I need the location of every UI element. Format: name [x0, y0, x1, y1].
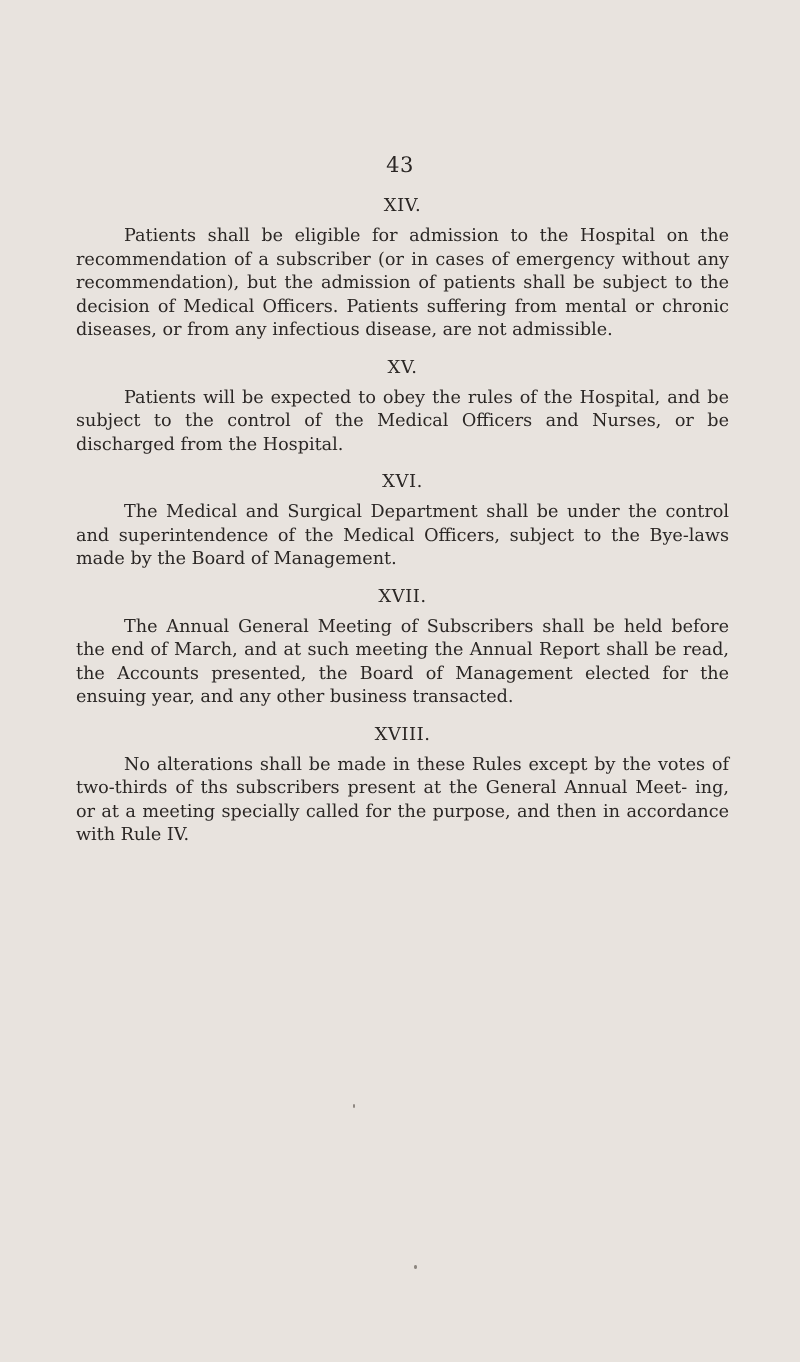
rule-heading: XIV.	[383, 195, 422, 216]
paper-speck	[414, 1265, 417, 1269]
rule-heading: XVII.	[378, 585, 427, 607]
rule-section-xvii	[76, 584, 729, 710]
paper-speck	[353, 1104, 355, 1108]
rule-section-xvi	[76, 469, 729, 572]
rule-heading: XV.	[387, 356, 418, 378]
rule-paragraph: Patients shall be eligible for admission to the Hospital on the recommendation of a subscriber (or in cases of emergency without any recommendation), but the admission of patients shall be subject to the decision of Medical Officers. Patients suffering from mental or chronic diseases, or from any infectious disease, are not admissible.	[76, 226, 729, 340]
rule-heading: XVI.	[382, 471, 423, 492]
rule-section-xiv	[76, 193, 729, 343]
rule-paragraph: No alterations shall be made in these Rules except by the votes of two-thirds of ths subscribers present at the General Annual Meet- ing, or at a meeting specially called for the purpose, and then in accordance with Rule IV.	[76, 754, 729, 845]
rule-section-xviii	[76, 722, 729, 848]
rule-paragraph: The Annual General Meeting of Subscribers shall be held before the end of March, and at such meeting the Annual Report shall be read, the Accounts presented, the Board of Management elected for the ensuing year, and any other business transacted.	[76, 616, 729, 707]
rule-section-xv	[76, 355, 729, 458]
rules-content	[76, 193, 729, 860]
rule-heading: XVIII.	[374, 723, 431, 745]
rule-paragraph: The Medical and Surgical Department shall be under the control and superintendence of the Medical Officers, subject to the Bye-laws made by the Board of Management.	[76, 502, 729, 569]
rule-paragraph: Patients will be expected to obey the rules of the Hospital, and be subject to the control of the Medical Officers and Nurses, or be discharged from the Hospital.	[76, 387, 729, 455]
page-number: 43	[386, 153, 414, 177]
